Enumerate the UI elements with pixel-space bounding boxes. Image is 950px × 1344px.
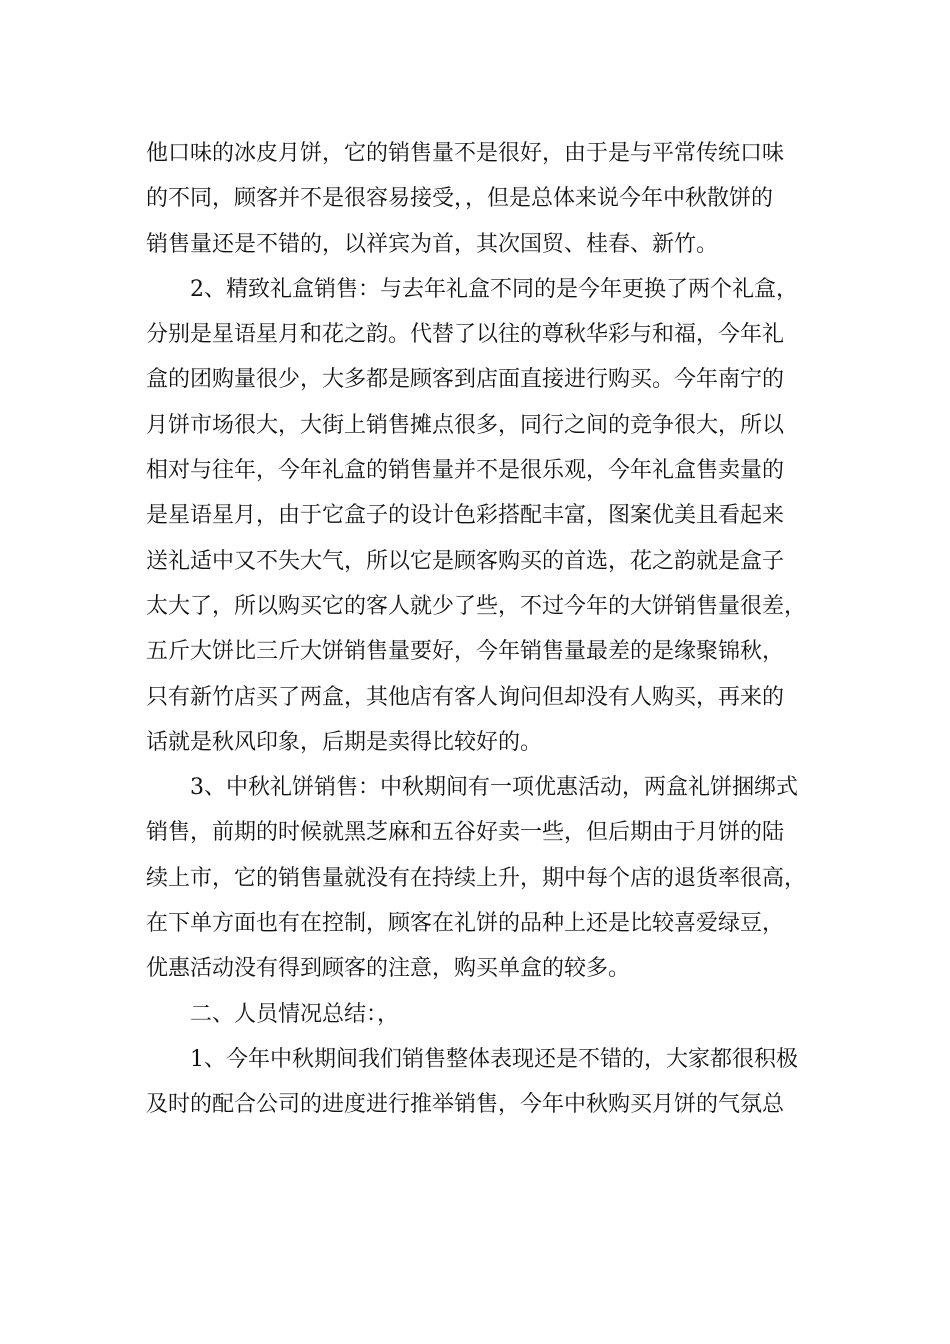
text-line: 销售量还是不错的，以祥宾为首，其次国贸、桂春、新竹。 <box>146 231 719 257</box>
text-line: 月饼市场很大，大街上销售摊点很多，同行之间的竞争很大，所以 <box>146 412 785 438</box>
paragraph-start-line: 1、今年中秋期间我们销售整体表现还是不错的，大家都很积极 <box>190 1046 798 1072</box>
section-heading: 二、人员情况总结：， <box>190 1001 400 1027</box>
text-line: 及时的配合公司的进度进行推举销售，今年中秋购买月饼的气氛总 <box>146 1092 785 1118</box>
paragraph-start-line: 3、中秋礼饼销售：中秋期间有一项优惠活动，两盒礼饼捆绑式 <box>190 775 798 801</box>
text-line: 五斤大饼比三斤大饼销售量要好，今年销售量最差的是缘聚锦秋， <box>146 639 785 665</box>
text-line: 他口味的冰皮月饼，它的销售量不是很好，由于是与平常传统口味 <box>146 141 785 166</box>
text-line: 是星语星月，由于它盒子的设计色彩搭配丰富，图案优美且看起来 <box>146 503 785 529</box>
text-line: 盒的团购量很少，大多都是顾客到店面直接进行购买。今年南宁的 <box>146 367 785 393</box>
text-line: 在下单方面也有在控制，顾客在礼饼的品种上还是比较喜爱绿豆， <box>146 911 785 937</box>
text-line: 话就是秋风印象，后期是卖得比较好的。 <box>146 729 543 755</box>
text-line: 分别是星语星月和花之韵。代替了以往的尊秋华彩与和福，今年礼 <box>146 322 785 348</box>
text-line: 续上市，它的销售量就没有在持续上升，期中每个店的退货率很高， <box>146 865 807 891</box>
text-line: 相对与往年，今年礼盒的销售量并不是很乐观，今年礼盒售卖量的 <box>146 458 785 484</box>
paragraph-start-line: 2、精致礼盒销售：与去年礼盒不同的是今年更换了两个礼盒， <box>190 276 798 302</box>
text-line: 只有新竹店买了两盒，其他店有客人询问但却没有人购买，再来的 <box>146 684 785 710</box>
text-line: 送礼适中又不失大气，所以它是顾客购买的首选，花之韵就是盒子 <box>146 548 785 574</box>
text-line: 销售，前期的时候就黑芝麻和五谷好卖一些，但后期由于月饼的陆 <box>146 820 785 846</box>
document-body <box>146 131 826 1128</box>
text-line: 优惠活动没有得到顾客的注意，购买单盒的较多。 <box>146 956 631 982</box>
text-line: 太大了，所以购买它的客人就少了些，不过今年的大饼销售量很差， <box>146 593 807 619</box>
text-line: 的不同，顾客并不是很容易接受，，但是总体来说今年中秋散饼的 <box>146 186 774 212</box>
